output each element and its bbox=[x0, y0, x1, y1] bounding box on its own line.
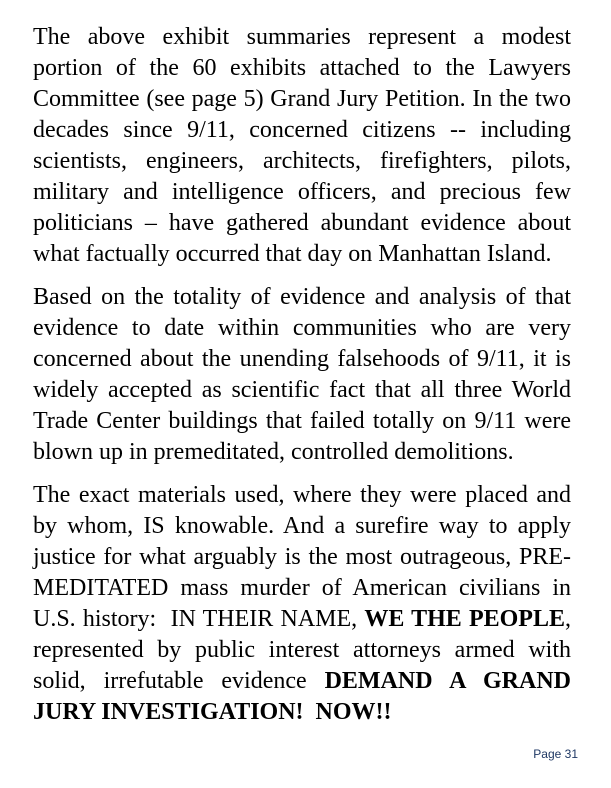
text-segment: The above exhibit summaries represent a modest portion of the 60 exhibits attached to the Lawyers Committee (see page 5) Grand Jury Petition. In the two decades since 9/11, concerned citizens -- including scientists, engineers, architects, firefighters, pilots, military and intelligence officers, and precious few politicians – have gathered abundant evidence about what factually occurred that day on Manhattan Island. bbox=[33, 24, 571, 267]
bold-text-segment: DEMAND A GRAND JURY INVESTIGATION! NOW!! bbox=[33, 668, 572, 725]
text-segment: The exact materials used, where they were placed and by whom, IS knowable. And a surefire way to apply justice for what arguably is the most outrageous, PRE-MEDITATED mass murder of American civilians in U.S. history: IN THEIR NAME, bbox=[33, 482, 571, 632]
page-content bbox=[33, 22, 571, 740]
paragraph-2 bbox=[33, 282, 571, 468]
bold-text-segment: WE THE PEOPLE bbox=[364, 606, 565, 632]
text-segment: Based on the totality of evidence and analysis of that evidence to date within communities who are very concerned about the unending falsehoods of 9/11, it is widely accepted as scientific fact that all three World Trade Center buildings that failed totally on 9/11 were blown up in premeditated, controlled demolitions. bbox=[33, 284, 571, 465]
paragraph-3 bbox=[33, 480, 571, 728]
text-segment: , represented by public interest attorneys armed with solid, irrefutable evidence bbox=[33, 606, 571, 694]
paragraph-1 bbox=[33, 22, 571, 270]
page-number-label: Page 31 bbox=[533, 747, 578, 761]
